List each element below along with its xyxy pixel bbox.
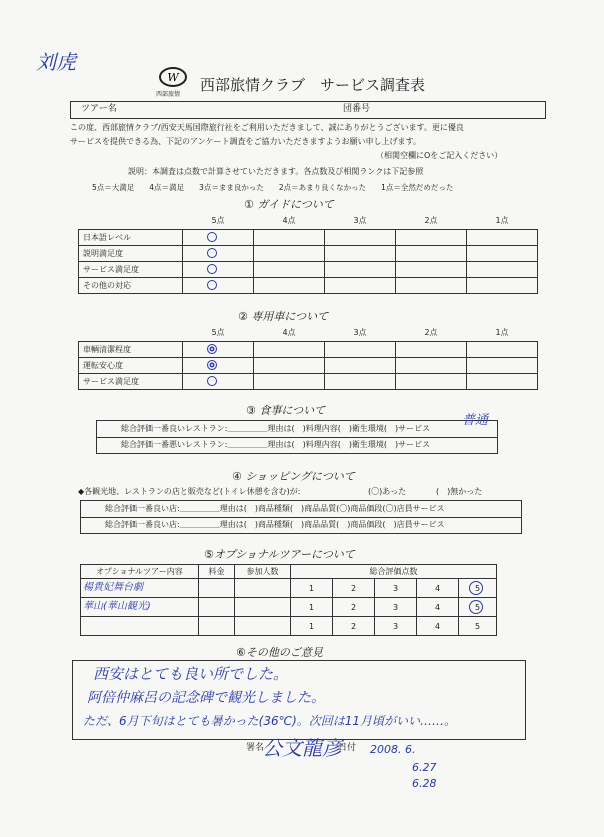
- selected-circle-icon: [207, 376, 217, 386]
- shopping-row-1: 総合評価一番良い店:＿＿＿＿＿理由は( )商品種類( )商品品質(〇)商品価段(〇)店員サービス: [105, 504, 445, 513]
- row-label: その他の対応: [79, 277, 183, 293]
- optional-table: [80, 564, 497, 636]
- table-row: [79, 245, 538, 261]
- selected-double-circle-icon: [207, 344, 217, 354]
- score-option[interactable]: 4: [417, 598, 459, 617]
- guide-heading: ① ガイドについて: [244, 198, 334, 211]
- score-option[interactable]: 2: [333, 579, 375, 598]
- score-option[interactable]: 4: [417, 617, 459, 636]
- row-label: 運転安心度: [79, 357, 183, 373]
- score-option[interactable]: 1: [291, 579, 333, 598]
- logo-label: 西部旅情: [156, 91, 181, 98]
- shopping-question: ◆各観光地、レストランの店と販売など(トイレ休憩を含む)が:: [78, 487, 301, 496]
- opinion-box[interactable]: [72, 660, 526, 740]
- score-option: 5: [474, 602, 481, 612]
- score-header: 5点: [183, 325, 254, 341]
- intro-line-1: この度、西部旅情クラブ/西安天馬国際旅行社をご利用いただきまして、誠にありがとうございます。更に優良: [70, 123, 464, 132]
- table-row: [79, 341, 538, 357]
- score-option[interactable]: 2: [333, 598, 375, 617]
- group-no-label: 団番号: [343, 104, 371, 114]
- meal-heading: ③ 食事について: [246, 404, 326, 417]
- vehicle-heading: ② 専用車について: [238, 310, 329, 323]
- logo-mark: W: [167, 71, 179, 84]
- date-extra-2: 6.28: [412, 777, 437, 790]
- optional-tour-name: 楊貴妃舞台劇: [81, 579, 199, 598]
- score-option[interactable]: 3: [375, 579, 417, 598]
- col-score: 総合評価点数: [291, 565, 497, 579]
- shopping-box: [80, 500, 522, 534]
- score-header: 3点: [325, 213, 396, 229]
- col-people: 参加人数: [235, 565, 291, 579]
- row-label: 車輌清潔程度: [79, 341, 183, 357]
- col-fee: 料金: [199, 565, 235, 579]
- row-label: 説明満足度: [79, 245, 183, 261]
- opinion-line-1: 西安はとても良い所でした。: [93, 665, 289, 683]
- score-option[interactable]: 5: [459, 617, 497, 636]
- optional-tour-name: [81, 617, 199, 636]
- intro-line-2: サービスを提供できる為、下記のアンケート調査をご協力いただきますようお願い申し上げます。: [70, 137, 421, 146]
- selected-circle-icon: [207, 248, 217, 258]
- shopping-no: ( )無かった: [436, 487, 483, 496]
- opinion-line-3: ただ、6月下旬はとても暑かった(36℃)。次回は11月頃がいい……。: [83, 714, 457, 728]
- signature-name: 公文龍彦: [262, 736, 342, 760]
- optional-tour-name: 華山(華山観光): [81, 598, 199, 617]
- score-header: 1点: [467, 325, 538, 341]
- table-row: [81, 579, 497, 598]
- selected-circle-icon: [207, 232, 217, 242]
- col-tour: オプショナルツアー内容: [81, 565, 199, 579]
- optional-heading: ⑤オプショナルツアーについて: [204, 548, 355, 561]
- explain-text: 説明：本調査は点数で計算させていただきます。各点数及び相関ランクは下記参照: [128, 167, 424, 176]
- selected-circle-icon: [469, 581, 483, 595]
- score-option[interactable]: 1: [291, 598, 333, 617]
- score-option[interactable]: 1: [291, 617, 333, 636]
- score-header: 2点: [396, 213, 467, 229]
- score-scale: 5点＝大満足 4点＝満足 3点＝まま良かった 2点＝あまり良くなかった 1点＝全然だめだった: [92, 183, 454, 192]
- score-header: 2点: [396, 325, 467, 341]
- opinion-heading: ⑥その他のご意見: [236, 646, 323, 659]
- score-option[interactable]: 3: [375, 598, 417, 617]
- table-row: [79, 357, 538, 373]
- score-header: 3点: [325, 325, 396, 341]
- date-extra-1: 6.27: [412, 761, 437, 774]
- guide-table: [78, 213, 538, 294]
- table-row: [79, 261, 538, 277]
- score-option[interactable]: 4: [417, 579, 459, 598]
- score-header: 4点: [254, 325, 325, 341]
- row-label: サービス満足度: [79, 261, 183, 277]
- table-row: [81, 617, 497, 636]
- date-label: 日付: [338, 743, 357, 753]
- date-value: 2008. 6.: [370, 743, 416, 756]
- row-label: 日本語レベル: [79, 229, 183, 245]
- meal-worst-row: 総合評価一番悪いレストラン:＿＿＿＿＿理由は( )料理内容( )衛生環境( )サービス: [121, 440, 431, 449]
- shopping-yes: (〇)あった: [368, 487, 407, 496]
- score-header: 5点: [183, 213, 254, 229]
- table-row: [79, 373, 538, 389]
- opinion-line-2: 阿倍仲麻呂の記念碑で観光しました。: [87, 690, 325, 706]
- signature-label: 署名: [246, 743, 265, 753]
- table-row: [79, 277, 538, 293]
- selected-circle-icon: [207, 264, 217, 274]
- score-header: 4点: [254, 213, 325, 229]
- meal-box: [96, 420, 498, 454]
- intro-note: （相関空欄にOをご記入ください）: [376, 151, 503, 160]
- selected-circle-icon: [207, 280, 217, 290]
- selected-circle-icon: [469, 600, 483, 614]
- tour-info-row: [70, 101, 546, 119]
- tour-name-label: ツアー名: [81, 104, 117, 114]
- shopping-row-2: 総合評価一番良い店:＿＿＿＿＿理由は( )商品種類( )商品品質( )商品価段( )店員サービス: [105, 520, 445, 529]
- row-label: サービス満足度: [79, 373, 183, 389]
- score-option[interactable]: 3: [375, 617, 417, 636]
- meal-best-row: 総合評価一番良いレストラン:＿＿＿＿＿理由は( )料理内容( )衛生環境( )サービス: [121, 424, 431, 433]
- meal-handwritten-note: 普通: [462, 413, 489, 428]
- score-option[interactable]: 2: [333, 617, 375, 636]
- handwritten-name-top: 刘虎: [36, 50, 76, 74]
- score-option: 5: [474, 583, 481, 593]
- table-row: [79, 229, 538, 245]
- shopping-heading: ④ ショッピングについて: [232, 470, 355, 483]
- vehicle-table: [78, 325, 538, 390]
- selected-double-circle-icon: [207, 360, 217, 370]
- table-row: [81, 598, 497, 617]
- score-header: 1点: [467, 213, 538, 229]
- page-title: 西部旅情クラブ サービス調査表: [200, 76, 426, 94]
